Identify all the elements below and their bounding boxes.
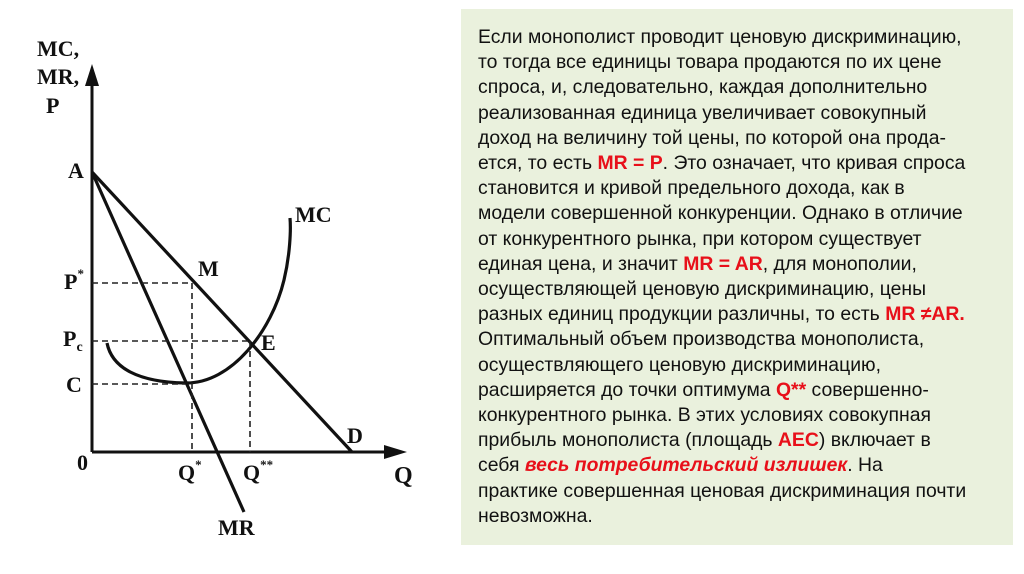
text-line [478,353,1001,378]
text-segment: становится и кривой предельного дохода, как в [478,177,905,200]
q-star-label: Q* [178,457,202,485]
text-segment: осуществляющего ценовую дискриминацию, [478,353,881,376]
text-segment: осуществляющей ценовую дискриминацию, цены [478,278,927,301]
mr-curve-label: MR [218,515,255,540]
text-line [478,277,1001,302]
text-line [478,227,1001,252]
text-segment: прибыль монополиста (площадь [478,429,778,452]
text-segment: Если монополист проводит ценовую дискриминацию, [478,26,962,48]
text-line [478,50,1001,75]
text-segment: себя [478,454,525,477]
text-segment: . На [847,454,883,477]
origin-label: 0 [77,450,88,475]
text-segment: то тогда все единицы товара продаются по их цене [478,51,942,74]
text-line [478,151,1001,176]
text-segment: реализованная единица увеличивает совокупный [478,101,927,124]
c-label: C [66,372,82,397]
text-line [478,403,1001,428]
text-line [478,504,1001,529]
text-segment: практике совершенная ценовая дискриминация почти [478,479,967,502]
text-segment: спроса, и, следовательно, каждая дополнительно [478,76,928,99]
text-segment: от конкурентного рынка, при котором существует [478,227,922,250]
text-segment: ) включает в [818,429,931,452]
price-discrimination-diagram [0,0,460,574]
x-axis-arrow [384,445,407,459]
mc-curve-label: MC [295,202,332,227]
text-segment: разных единиц продукции различны, то есть [478,303,886,326]
highlighted-text: AEC [777,429,819,452]
text-segment: . Это означает, что кривая спроса [662,152,966,175]
point-d-label: D [347,423,363,448]
highlighted-text: MR ≠AR. [885,303,965,326]
highlighted-text: MR = P [597,152,663,175]
y-axis-label-line-3: P [46,93,60,118]
p-star-label: P* [64,266,84,294]
text-line [478,428,1001,453]
y-axis-arrow [85,64,99,86]
text-line [478,453,1001,478]
text-line [478,479,1001,504]
text-segment: модели совершенной конкуренции. Однако в отличие [478,202,963,225]
text-line [478,378,1001,403]
text-line [478,176,1001,201]
y-axis-label-line-1: MC, [37,36,80,61]
x-axis-label: Q [394,463,413,489]
text-line [478,327,1001,352]
text-segment: доход на величину той цены, по которой она прода- [478,126,946,149]
point-e-label: E [261,330,276,355]
p-c-label: $P_c$ [63,326,83,355]
text-line [478,101,1001,126]
y-axis-label [37,36,85,118]
q-2star-label: Q** [243,457,274,485]
highlighted-text: весь потребительский излишек [524,454,848,477]
text-line [478,126,1001,151]
text-segment: конкурентного рынка. В этих условиях совокупная [478,404,931,427]
text-line [478,201,1001,226]
text-segment: , для монополии, [762,252,917,275]
highlighted-text: Q** [775,378,807,401]
explanation-text [478,25,1001,529]
text-segment: расширяется до точки оптимума [478,378,776,401]
text-segment: невозможна. [478,504,593,527]
y-axis-label-line-2: MR, [37,64,80,89]
highlighted-text: MR = AR [683,252,763,275]
explanation-panel [461,9,1013,545]
text-segment: ется, то есть [478,152,598,175]
text-line [478,302,1001,327]
text-segment: единая цена, и значит [478,252,684,275]
text-line [478,75,1001,100]
mr-line [92,172,244,512]
text-line [478,25,1001,50]
text-segment: совершенно- [806,378,929,401]
text-line [478,252,1001,277]
point-m-label: M [198,256,219,281]
point-a-label: A [68,158,84,183]
text-segment: Оптимальный объем производства монополиста, [478,328,925,351]
